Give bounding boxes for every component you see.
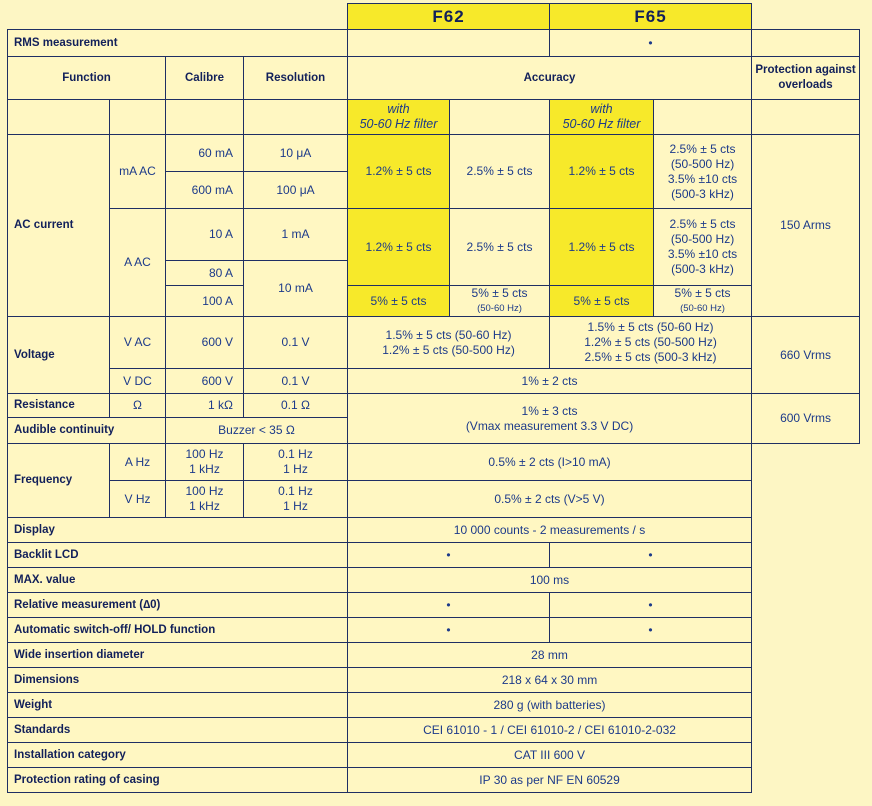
vac-f62: 1.5% ± 5 cts (50-60 Hz) 1.2% ± 5 cts (50-500 Hz) — [348, 317, 550, 369]
vhz-unit: V Hz — [110, 481, 166, 518]
ma-calibre-2: 600 mA — [166, 172, 244, 209]
installation-label: Installation category — [8, 743, 348, 768]
header-calibre: Calibre — [166, 57, 244, 100]
installation-value: CAT III 600 V — [348, 743, 752, 768]
voltage-protection: 660 Vrms — [752, 317, 860, 394]
ma-resolution-2: 100 μA — [244, 172, 348, 209]
resistance-calibre: 1 kΩ — [166, 394, 244, 418]
a-calibre-3: 100 A — [166, 286, 244, 317]
weight-label: Weight — [8, 693, 348, 718]
a100-f62: 5% ± 5 cts (50-60 Hz) — [450, 286, 550, 317]
max-value: 100 ms — [348, 568, 752, 593]
vac-calibre: 600 V — [166, 317, 244, 369]
spec-table — [7, 3, 860, 793]
ma-f65: 2.5% ± 5 cts (50-500 Hz) 3.5% ±10 cts (500-3 kHz) — [654, 135, 752, 209]
a100-f65: 5% ± 5 cts (50-60 Hz) — [654, 286, 752, 317]
ahz-resolution: 0.1 Hz 1 Hz — [244, 444, 348, 481]
dimensions-value: 218 x 64 x 30 mm — [348, 668, 752, 693]
header-protection: Protection against overloads — [752, 57, 860, 100]
autooff-f65: • — [550, 618, 752, 643]
resistance-protection: 600 Vrms — [752, 394, 860, 444]
f62-filter-header: with 50-60 Hz filter — [348, 100, 450, 135]
model-f62: F62 — [348, 4, 550, 30]
vhz-calibre: 100 Hz 1 kHz — [166, 481, 244, 518]
model-f65: F65 — [550, 4, 752, 30]
a100-f62-filter: 5% ± 5 cts — [348, 286, 450, 317]
relative-label: Relative measurement (∆0) — [8, 593, 348, 618]
vdc-unit: V DC — [110, 369, 166, 394]
backlit-f65: • — [550, 543, 752, 568]
a-f62-filter: 1.2% ± 5 cts — [348, 209, 450, 286]
weight-value: 280 g (with batteries) — [348, 693, 752, 718]
a-ac-unit: A AC — [110, 209, 166, 317]
ma-f62-filter: 1.2% ± 5 cts — [348, 135, 450, 209]
autooff-f62: • — [348, 618, 550, 643]
ahz-accuracy: 0.5% ± 2 cts (I>10 mA) — [348, 444, 752, 481]
a-calibre-1: 10 A — [166, 209, 244, 261]
casing-value: IP 30 as per NF EN 60529 — [348, 768, 752, 793]
ahz-unit: A Hz — [110, 444, 166, 481]
display-label: Display — [8, 518, 348, 543]
ma-ac-unit: mA AC — [110, 135, 166, 209]
a-f62: 2.5% ± 5 cts — [450, 209, 550, 286]
voltage-label: Voltage — [8, 317, 110, 394]
frequency-label: Frequency — [8, 444, 110, 518]
standards-label: Standards — [8, 718, 348, 743]
backlit-f62: • — [348, 543, 550, 568]
ac-current-label: AC current — [8, 135, 110, 317]
a100-f65-filter: 5% ± 5 cts — [550, 286, 654, 317]
f65-filter-header: with 50-60 Hz filter — [550, 100, 654, 135]
vdc-accuracy: 1% ± 2 cts — [348, 369, 752, 394]
insertion-value: 28 mm — [348, 643, 752, 668]
a-f65: 2.5% ± 5 cts (50-500 Hz) 3.5% ±10 cts (500-3 kHz) — [654, 209, 752, 286]
resistance-resolution: 0.1 Ω — [244, 394, 348, 418]
rms-f65: • — [550, 30, 752, 57]
vdc-calibre: 600 V — [166, 369, 244, 394]
continuity-value: Buzzer < 35 Ω — [166, 418, 348, 444]
a-resolution-1: 1 mA — [244, 209, 348, 261]
insertion-label: Wide insertion diameter — [8, 643, 348, 668]
casing-label: Protection rating of casing — [8, 768, 348, 793]
rms-f62 — [348, 30, 550, 57]
continuity-label: Audible continuity — [8, 418, 166, 444]
ma-f62: 2.5% ± 5 cts — [450, 135, 550, 209]
vhz-accuracy: 0.5% ± 2 cts (V>5 V) — [348, 481, 752, 518]
resistance-unit: Ω — [110, 394, 166, 418]
ahz-calibre: 100 Hz 1 kHz — [166, 444, 244, 481]
backlit-label: Backlit LCD — [8, 543, 348, 568]
rms-label: RMS measurement — [8, 30, 348, 57]
vac-unit: V AC — [110, 317, 166, 369]
a-calibre-2: 80 A — [166, 261, 244, 286]
display-value: 10 000 counts - 2 measurements / s — [348, 518, 752, 543]
ma-calibre-1: 60 mA — [166, 135, 244, 172]
relative-f62: • — [348, 593, 550, 618]
ma-f65-filter: 1.2% ± 5 cts — [550, 135, 654, 209]
a-f65-filter: 1.2% ± 5 cts — [550, 209, 654, 286]
header-resolution: Resolution — [244, 57, 348, 100]
vhz-resolution: 0.1 Hz 1 Hz — [244, 481, 348, 518]
dimensions-label: Dimensions — [8, 668, 348, 693]
a-resolution-23: 10 mA — [244, 261, 348, 317]
relative-f65: • — [550, 593, 752, 618]
standards-value: CEI 61010 - 1 / CEI 61010-2 / CEI 61010-2-032 — [348, 718, 752, 743]
vac-f65: 1.5% ± 5 cts (50-60 Hz) 1.2% ± 5 cts (50-500 Hz) 2.5% ± 5 cts (500-3 kHz) — [550, 317, 752, 369]
header-accuracy: Accuracy — [348, 57, 752, 100]
vdc-resolution: 0.1 V — [244, 369, 348, 394]
resistance-label: Resistance — [8, 394, 110, 418]
ac-current-protection: 150 Arms — [752, 135, 860, 317]
autooff-label: Automatic switch-off/ HOLD function — [8, 618, 348, 643]
vac-resolution: 0.1 V — [244, 317, 348, 369]
resistance-accuracy: 1% ± 3 cts (Vmax measurement 3.3 V DC) — [348, 394, 752, 444]
max-label: MAX. value — [8, 568, 348, 593]
ma-resolution-1: 10 μA — [244, 135, 348, 172]
header-function: Function — [8, 57, 166, 100]
